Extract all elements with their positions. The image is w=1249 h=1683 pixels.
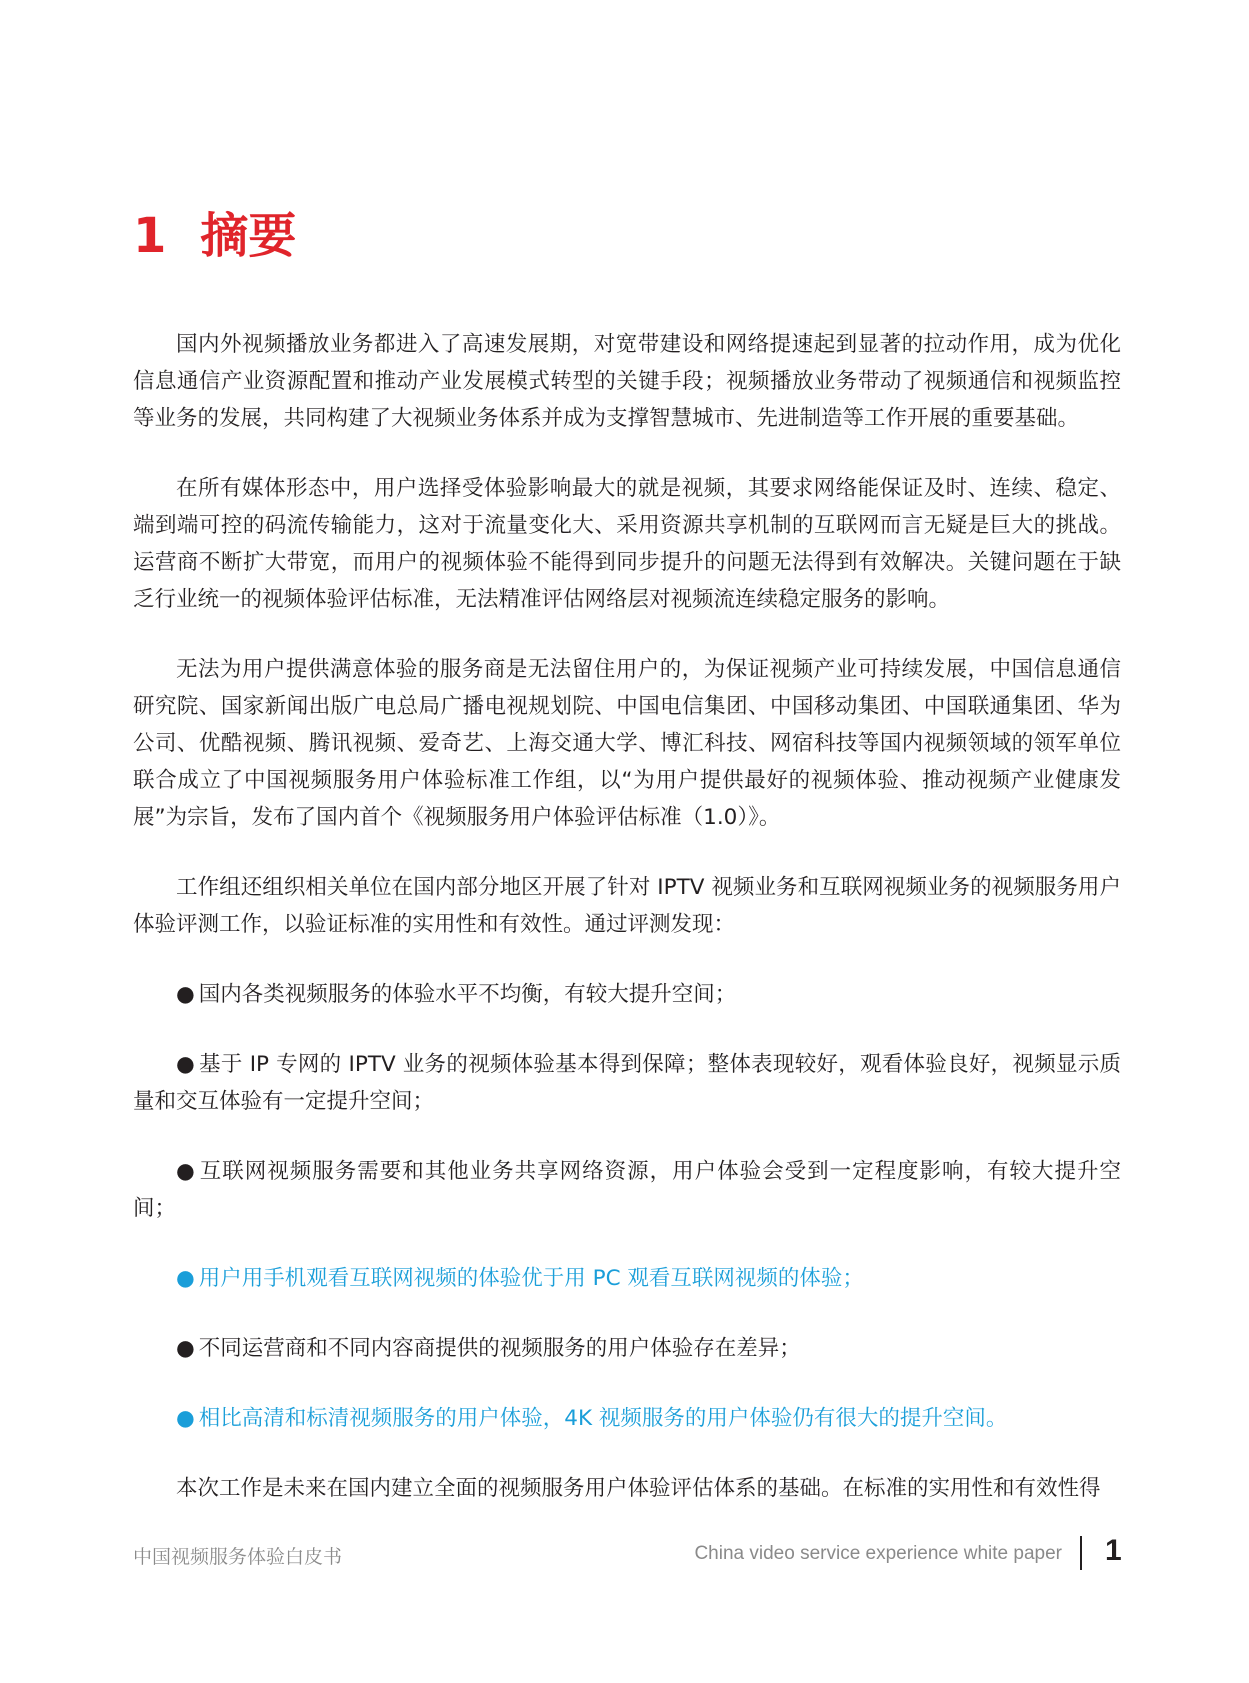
section-title: 摘要 [200, 208, 297, 264]
paragraph-4: 工作组还组织相关单位在国内部分地区开展了针对 IPTV 视频业务和互联网视频业务的视频服务用户体验评测工作，以验证标准的实用性和有效性。通过评测发现： [133, 875, 1121, 937]
bullet-dot-icon: ● [176, 1266, 195, 1291]
bullet-text: 用户用手机观看互联网视频的体验优于用 PC 观看互联网视频的体验； [198, 1266, 864, 1291]
bullet-item-5 [133, 1330, 1121, 1367]
bullet-text: 互联网视频服务需要和其他业务共享网络资源，用户体验会受到一定程度影响，有较大提升空间； [133, 1159, 1121, 1221]
bullet-item-6-highlighted [133, 1400, 1121, 1437]
footer-divider [1080, 1536, 1082, 1570]
section-number: 1 [133, 208, 167, 264]
bullet-text: 相比高清和标清视频服务的用户体验，4K 视频服务的用户体验仍有很大的提升空间。 [198, 1406, 1008, 1431]
bullet-dot-icon: ● [176, 1052, 196, 1077]
section-heading [133, 208, 297, 264]
bullet-item-3 [133, 1153, 1121, 1227]
bullet-dot-icon: ● [176, 1336, 195, 1361]
bullet-item-1 [133, 976, 1121, 1013]
paragraph-1: 国内外视频播放业务都进入了高速发展期，对宽带建设和网络提速起到显著的拉动作用，成为优化信息通信产业资源配置和推动产业发展模式转型的关键手段；视频播放业务带动了视频通信和视频监控等业务的发展，共同构建了大视频业务体系并成为支撑智慧城市、先进制造等工作开展的重要基础。 [133, 332, 1121, 431]
body-content [133, 326, 1121, 1540]
page-number: 1 [1105, 1534, 1122, 1567]
bullet-dot-icon: ● [176, 1406, 195, 1431]
bullet-text: 基于 IP 专网的 IPTV 业务的视频体验基本得到保障；整体表现较好，观看体验良好，视频显示质量和交互体验有一定提升空间； [133, 1052, 1122, 1114]
bullet-text: 国内各类视频服务的体验水平不均衡，有较大提升空间； [198, 982, 737, 1007]
paragraph-2: 在所有媒体形态中，用户选择受体验影响最大的就是视频，其要求网络能保证及时、连续、稳定、端到端可控的码流传输能力，这对于流量变化大、采用资源共享机制的互联网而言无疑是巨大的挑战。运营商不断扩大带宽，而用户的视频体验不能得到同步提升的问题无法得到有效解决。关键问题在于缺乏行业统一的视频体验评估标准，无法精准评估网络层对视频流连续稳定服务的影响。 [133, 476, 1121, 612]
bullet-text: 不同运营商和不同内容商提供的视频服务的用户体验存在差异； [198, 1336, 801, 1361]
footer-title-chinese: 中国视频服务体验白皮书 [133, 1546, 343, 1568]
footer-title-english: China video service experience white paper [694, 1543, 1062, 1564]
bullet-dot-icon: ● [176, 982, 195, 1007]
paragraph-3: 无法为用户提供满意体验的服务商是无法留住用户的，为保证视频产业可持续发展，中国信息通信研究院、国家新闻出版广电总局广播电视规划院、中国电信集团、中国移动集团、中国联通集团、华为公司、优酷视频、腾讯视频、爱奇艺、上海交通大学、博汇科技、网宿科技等国内视频领域的领军单位联合成立了中国视频服务用户体验标准工作组，以“为用户提供最好的视频体验、推动视频产业健康发展”为宗旨，发布了国内首个《视频服务用户体验评估标准（1.0）》。 [133, 657, 1121, 830]
closing-paragraph: 本次工作是未来在国内建立全面的视频服务用户体验评估体系的基础。在标准的实用性和有效性得 [176, 1476, 1101, 1501]
bullet-item-2 [133, 1046, 1121, 1120]
bullet-item-4-highlighted [133, 1260, 1121, 1297]
bullet-dot-icon: ● [176, 1159, 196, 1184]
